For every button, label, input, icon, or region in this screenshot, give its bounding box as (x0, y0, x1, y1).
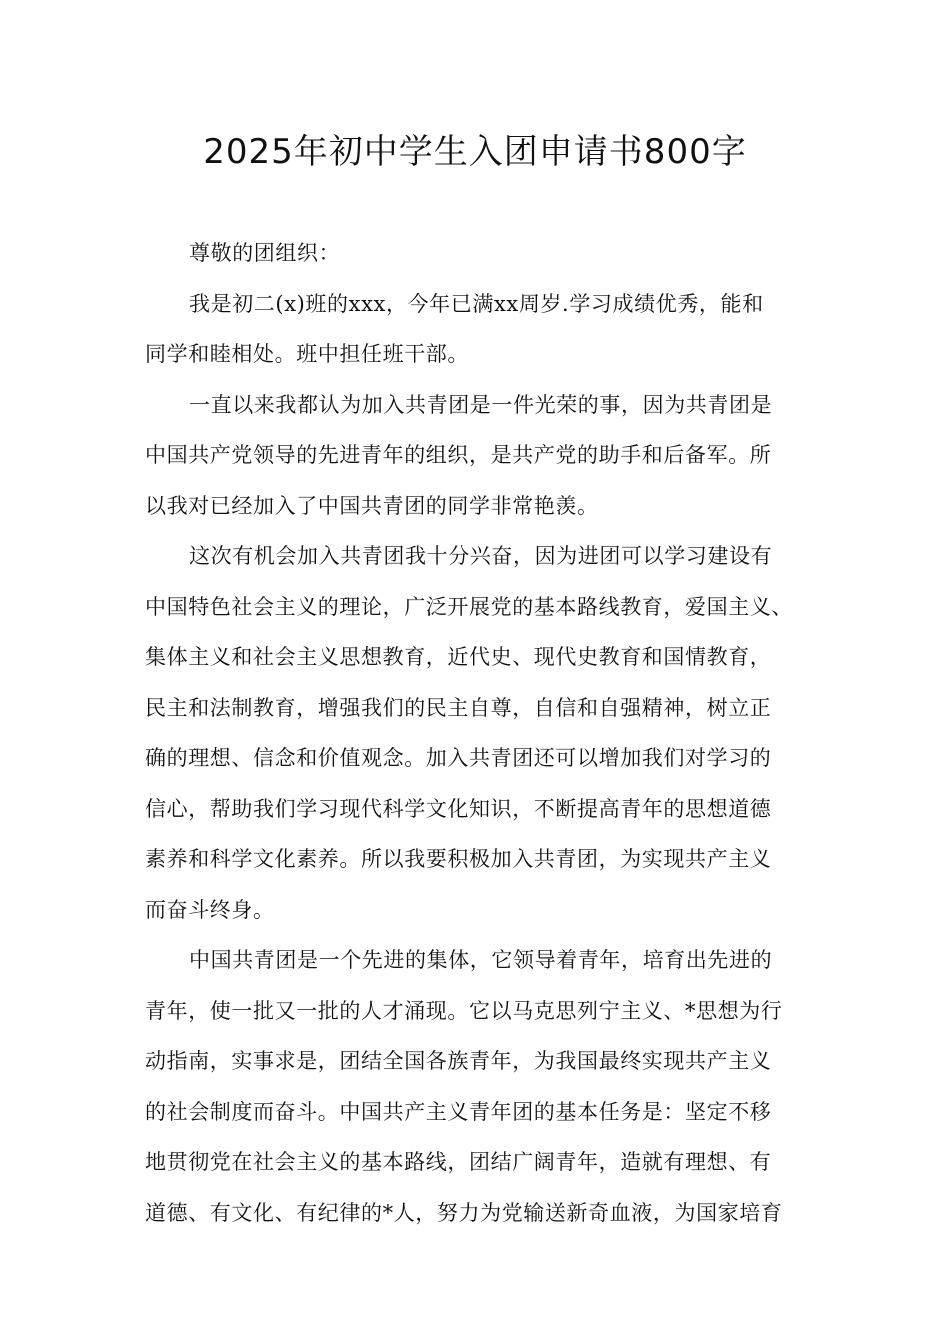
body-line: 地贯彻党在社会主义的基本路线，团结广阔青年，造就有理想、有 (145, 1150, 772, 1174)
body-line: 以我对已经加入了中国共青团的同学非常艳羡。 (145, 493, 599, 518)
body-line: 的社会制度而奋斗。中国共产主义青年团的基本任务是：坚定不移 (145, 1099, 772, 1124)
body-line: 这次有机会加入共青团我十分兴奋，因为进团可以学习建设有 (189, 544, 773, 568)
body-line: 而奋斗终身。 (145, 897, 275, 922)
document-title: 2025年初中学生入团申请书800字 (203, 132, 747, 172)
body-line: 我是初二(x)班的xxx，今年已满xx周岁.学习成绩优秀，能和 (189, 291, 764, 316)
body-line: 民主和法制教育，增强我们的民主自尊，自信和自强精神，树立正 (145, 695, 772, 720)
body-line: 动指南，实事求是，团结全国各族青年，为我国最终实现共产主义 (145, 1049, 772, 1073)
document-body (145, 228, 825, 1238)
body-line: 青年，使一批又一批的人才涌现。它以马克思列宁主义、*思想为行 (145, 998, 783, 1023)
body-line: 道德、有文化、有纪律的*人，努力为党输送新奇血液，为国家培育 (145, 1200, 783, 1225)
body-line: 中国共产党领导的先进青年的组织，是共产党的助手和后备军。所 (145, 443, 772, 467)
body-line: 素养和科学文化素养。所以我要积极加入共青团，为实现共产主义 (145, 847, 772, 871)
body-line: 信心，帮助我们学习现代科学文化知识，不断提高青年的思想道德 (145, 796, 772, 821)
body-line: 同学和睦相处。班中担任班干部。 (145, 342, 469, 366)
body-line: 中国特色社会主义的理论，广泛开展党的基本路线教育，爱国主义、 (145, 594, 793, 619)
body-line: 集体主义和社会主义思想教育，近代史、现代史教育和国情教育， (145, 645, 772, 669)
body-line: 尊敬的团组织： (189, 241, 341, 265)
body-line: 中国共青团是一个先进的集体，它领导着青年，培育出先进的 (189, 948, 773, 972)
body-line: 确的理想、信念和价值观念。加入共青团还可以增加我们对学习的 (145, 746, 772, 770)
body-line: 一直以来我都认为加入共青团是一件光荣的事，因为共青团是 (189, 392, 773, 417)
